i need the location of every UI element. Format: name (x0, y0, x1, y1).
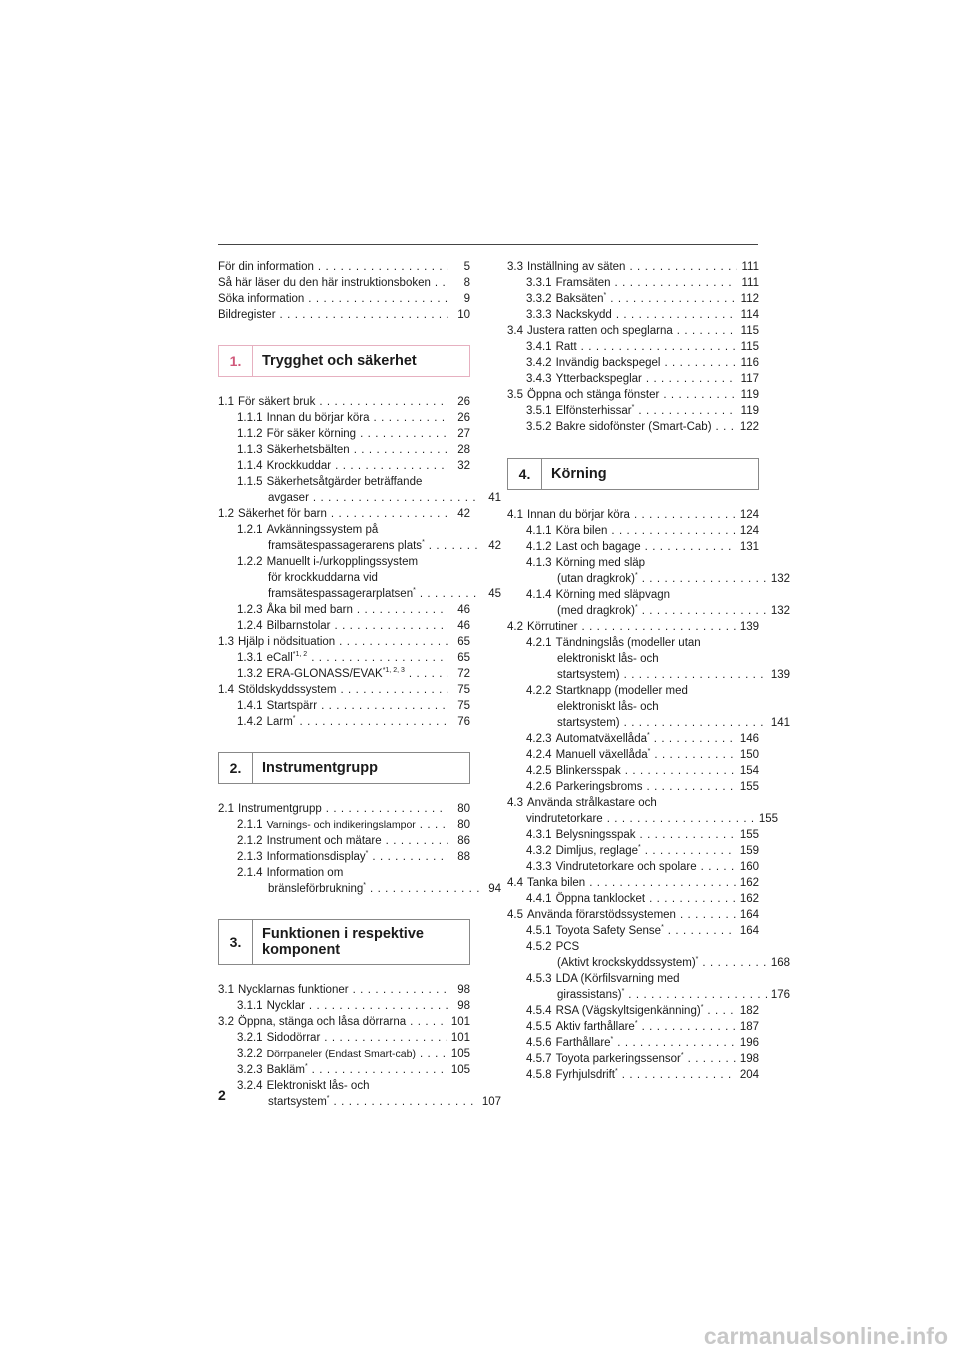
toc-entry[interactable]: 4.5 Använda förarstödssystemen . . . 164 (507, 907, 759, 923)
toc-entry[interactable]: 4.3.1 Belysningsspak . . . 155 (507, 827, 759, 843)
toc-entry[interactable]: Bildregister . . . 10 (218, 307, 470, 323)
toc-entry[interactable]: 4.2.3 Automatväxellåda* . . . 146 (507, 731, 759, 747)
toc-entry[interactable]: 1.4.1 Startspärr . . . 75 (218, 698, 470, 714)
toc-section-2 (218, 801, 501, 897)
toc-entry[interactable]: 4.5.7 Toyota parkeringssensor* . . . 198 (507, 1051, 759, 1067)
toc-entry[interactable]: 3.2.1 Sidodörrar . . . 101 (218, 1030, 470, 1046)
toc-entry[interactable]: 4.2.6 Parkeringsbroms . . . 155 (507, 779, 759, 795)
toc-entry[interactable]: 4.5.6 Farthållare* . . . 196 (507, 1035, 759, 1051)
section-title: Instrumentgrupp (262, 760, 378, 776)
toc-entry[interactable]: 3.2.4 Elektroniskt lås- och startsystem* . . . 107 (218, 1078, 470, 1110)
toc-entry[interactable]: 3.3.2 Baksäten* . . . 112 (507, 291, 759, 307)
toc-right-column (507, 259, 790, 1083)
page-number: 2 (218, 1087, 226, 1103)
section-number: 3. (219, 920, 253, 964)
toc-entry[interactable]: 3.2.2 Dörrpaneler (Endast Smart-cab) . . . 105 (218, 1046, 470, 1062)
toc-entry[interactable]: 4.5.2 PCS (Aktivt krockskyddssystem)* . . . 168 (507, 939, 759, 971)
toc-entry[interactable]: 4.2.1 Tändningslås (modeller utan elektroniskt lås- och startsystem) . . . 139 (507, 635, 759, 683)
toc-entry[interactable]: 4.5.4 RSA (Vägskyltsigenkänning)* . . . 182 (507, 1003, 759, 1019)
toc-entry[interactable]: 4.1.3 Körning med släp (utan dragkrok)* . . . 132 (507, 555, 759, 587)
toc-entry[interactable]: 1.4.2 Larm* . . . 76 (218, 714, 470, 730)
toc-section-3a (218, 982, 501, 1110)
toc-entry[interactable]: 2.1 Instrumentgrupp . . . 80 (218, 801, 470, 817)
toc-entry[interactable]: 1.3 Hjälp i nödsituation . . . 65 (218, 634, 470, 650)
toc-entry[interactable]: 3.2 Öppna, stänga och låsa dörrarna . . . 101 (218, 1014, 470, 1030)
toc-left-column (218, 259, 501, 1110)
toc-entry[interactable]: 2.1.2 Instrument och mätare . . . 86 (218, 833, 470, 849)
toc-entry[interactable]: 1.1.5 Säkerhetsåtgärder beträffande avgaser . . . 41 (218, 474, 470, 506)
toc-entry[interactable]: 3.1 Nycklarnas funktioner . . . 98 (218, 982, 470, 998)
toc-entry[interactable]: Söka information . . . 9 (218, 291, 470, 307)
toc-entry[interactable]: 1.2.2 Manuellt i-/urkopplingssystem för krockkuddarna vid framsätespassagerarplatsen* . . . 45 (218, 554, 470, 602)
toc-entry[interactable]: 4.2 Körrutiner . . . 139 (507, 619, 759, 635)
section-number: 1. (219, 346, 253, 376)
toc-entry[interactable]: 4.5.1 Toyota Safety Sense* . . . 164 (507, 923, 759, 939)
toc-entry[interactable]: 3.3 Inställning av säten . . . 111 (507, 259, 759, 275)
section-header-2[interactable] (218, 752, 470, 784)
toc-entry[interactable]: 1.3.2 ERA-GLONASS/EVAK$^{*1, 2, 3}$ . . . 72 (218, 666, 470, 682)
toc-entry[interactable]: 4.1.4 Körning med släpvagn (med dragkrok)* . . . 132 (507, 587, 759, 619)
intro-list (218, 259, 470, 323)
toc-entry[interactable]: 1.3.1 eCall$^{*1, 2}$ . . . 65 (218, 650, 470, 666)
toc-entry[interactable]: 4.5.5 Aktiv farthållare* . . . 187 (507, 1019, 759, 1035)
top-rule (218, 244, 758, 245)
toc-entry[interactable]: Så här läser du den här instruktionsboken . . . 8 (218, 275, 470, 291)
toc-entry[interactable]: 1.2.3 Åka bil med barn . . . 46 (218, 602, 470, 618)
toc-entry[interactable]: 1.1 För säkert bruk . . . 26 (218, 394, 470, 410)
toc-entry[interactable]: 1.2 Säkerhet för barn . . . 42 (218, 506, 470, 522)
section-header-3[interactable] (218, 919, 470, 965)
toc-entry[interactable]: 3.3.3 Nackskydd . . . 114 (507, 307, 759, 323)
toc-entry[interactable]: 1.1.1 Innan du börjar köra . . . 26 (218, 410, 470, 426)
toc-entry[interactable]: 3.4.1 Ratt . . . 115 (507, 339, 759, 355)
toc-entry[interactable]: 2.1.4 Information om bränsleförbrukning* . . . 94 (218, 865, 470, 897)
toc-entry[interactable]: 4.2.4 Manuell växellåda* . . . 150 (507, 747, 759, 763)
toc-entry[interactable]: 4.3.2 Dimljus, reglage* . . . 159 (507, 843, 759, 859)
toc-entry[interactable]: 4.5.8 Fyrhjulsdrift* . . . 204 (507, 1067, 759, 1083)
toc-entry[interactable]: 4.4 Tanka bilen . . . 162 (507, 875, 759, 891)
toc-entry[interactable]: 1.1.3 Säkerhetsbälten . . . 28 (218, 442, 470, 458)
toc-entry[interactable]: 4.3.3 Vindrutetorkare och spolare . . . 160 (507, 859, 759, 875)
toc-entry[interactable]: 4.2.5 Blinkersspak . . . 154 (507, 763, 759, 779)
toc-entry[interactable]: 4.4.1 Öppna tanklocket . . . 162 (507, 891, 759, 907)
section-header-1[interactable] (218, 345, 470, 377)
toc-entry[interactable]: 1.2.1 Avkänningssystem på framsätespassagerarens plats* . . . 42 (218, 522, 470, 554)
toc-entry[interactable]: 4.1 Innan du börjar köra . . . 124 (507, 507, 759, 523)
toc-entry[interactable]: 3.4.2 Invändig backspegel . . . 116 (507, 355, 759, 371)
toc-entry[interactable]: 3.2.3 Bakläm* . . . 105 (218, 1062, 470, 1078)
toc-entry[interactable]: 3.4.3 Ytterbackspeglar . . . 117 (507, 371, 759, 387)
section-title: Trygghet och säkerhet (262, 353, 417, 369)
toc-section-1 (218, 394, 501, 730)
toc-entry[interactable]: 4.1.2 Last och bagage . . . 131 (507, 539, 759, 555)
toc-entry[interactable]: 3.3.1 Framsäten . . . 111 (507, 275, 759, 291)
section-title: Körning (551, 466, 607, 482)
toc-section-4 (507, 507, 790, 1083)
toc-entry[interactable]: 3.5.1 Elfönsterhissar* . . . 119 (507, 403, 759, 419)
toc-entry[interactable]: 4.2.2 Startknapp (modeller med elektroniskt lås- och startsystem) . . . 141 (507, 683, 759, 731)
toc-entry[interactable]: 3.5 Öppna och stänga fönster . . . 119 (507, 387, 759, 403)
toc-entry[interactable]: 3.5.2 Bakre sidofönster (Smart-Cab) . . . 122 (507, 419, 759, 435)
toc-entry[interactable]: 2.1.1 Varnings- och indikeringslampor . . . 80 (218, 817, 470, 833)
toc-entry[interactable]: 4.3 Använda strålkastare och vindrutetorkare . . . 155 (507, 795, 759, 827)
section-number: 4. (508, 459, 542, 489)
toc-entry[interactable]: 2.1.3 Informationsdisplay* . . . 88 (218, 849, 470, 865)
toc-entry[interactable]: För din information . . . 5 (218, 259, 470, 275)
section-number: 2. (219, 753, 253, 783)
toc-entry[interactable]: 1.1.2 För säker körning . . . 27 (218, 426, 470, 442)
toc-section-3b (507, 259, 759, 435)
toc-entry[interactable]: 3.4 Justera ratten och speglarna . . . 115 (507, 323, 759, 339)
toc-entry[interactable]: 4.5.3 LDA (Körfilsvarning med girassistans)* . . . 176 (507, 971, 759, 1003)
toc-entry[interactable]: 4.1.1 Köra bilen . . . 124 (507, 523, 759, 539)
section-header-4[interactable] (507, 458, 759, 490)
toc-entry[interactable]: 3.1.1 Nycklar . . . 98 (218, 998, 470, 1014)
watermark-text: carmanualsonline.info (703, 1323, 948, 1349)
toc-entry[interactable]: 1.1.4 Krockkuddar . . . 32 (218, 458, 470, 474)
toc-entry[interactable]: 1.2.4 Bilbarnstolar . . . 46 (218, 618, 470, 634)
section-title: Funktionen i respektive komponent (262, 926, 424, 958)
toc-entry[interactable]: 1.4 Stöldskyddssystem . . . 75 (218, 682, 470, 698)
